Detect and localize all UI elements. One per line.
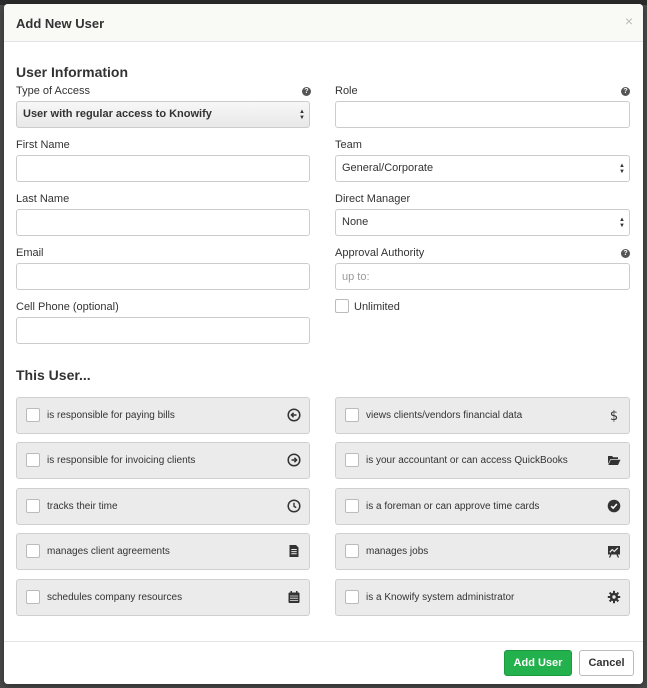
document-icon [287,544,301,558]
tile-system-admin[interactable] [335,579,630,616]
team-value: General/Corporate [342,162,434,174]
folder-open-icon [607,453,621,467]
tile-label: is your accountant or can access QuickBooks [366,455,568,466]
add-user-button[interactable]: Add User [504,650,572,676]
tile-checkbox[interactable] [26,499,40,513]
arrow-circle-right-icon [287,453,301,467]
tile-label: views clients/vendors financial data [366,410,523,421]
select-arrows-icon: ▲ ▼ [299,109,305,121]
tile-paying-bills[interactable] [16,397,310,434]
tile-label: is responsible for paying bills [47,410,175,421]
role-input[interactable] [335,101,630,128]
type-of-access-select[interactable] [16,101,310,128]
direct-manager-select[interactable] [335,209,630,236]
clock-icon [287,499,301,513]
tile-foreman[interactable] [335,488,630,525]
role-help-icon[interactable]: ? [621,87,630,96]
type-of-access-label: Type of Access [16,85,90,97]
cell-phone-label: Cell Phone (optional) [16,301,119,313]
select-arrows-icon: ▲ ▼ [619,217,625,229]
dollar-icon [607,408,621,422]
type-of-access-value: User with regular access to Knowify [23,108,212,120]
email-label: Email [16,247,44,259]
first-name-input[interactable] [16,155,310,182]
approval-authority-label: Approval Authority [335,247,425,259]
tile-schedules-resources[interactable] [16,579,310,616]
close-icon[interactable]: × [624,13,633,29]
modal-header [4,4,643,42]
check-circle-icon [607,499,621,513]
unlimited-checkbox[interactable] [335,299,349,313]
tile-checkbox[interactable] [345,499,359,513]
tile-checkbox[interactable] [345,408,359,422]
tile-checkbox[interactable] [345,544,359,558]
tile-client-agreements[interactable] [16,533,310,570]
last-name-label: Last Name [16,193,70,205]
first-name-label: First Name [16,139,70,151]
tile-label: manages client agreements [47,546,170,557]
tile-checkbox[interactable] [345,590,359,604]
svg-text:$: $ [609,409,619,422]
tile-tracks-time[interactable] [16,488,310,525]
direct-manager-label: Direct Manager [335,193,411,205]
type-of-access-help-icon[interactable]: ? [302,87,311,96]
calendar-icon [287,590,301,604]
approval-authority-help-icon[interactable]: ? [621,249,630,258]
arrow-circle-left-icon [287,408,301,422]
tile-label: is a foreman or can approve time cards [366,501,540,512]
tile-accountant[interactable] [335,442,630,479]
tile-checkbox[interactable] [26,408,40,422]
select-arrows-icon: ▲ ▼ [619,163,625,175]
team-label: Team [335,139,362,151]
approval-authority-input[interactable] [335,263,630,290]
tile-checkbox[interactable] [26,590,40,604]
direct-manager-value: None [342,216,369,228]
modal-footer [4,641,643,684]
team-select[interactable] [335,155,630,182]
add-user-modal [4,4,643,684]
email-input[interactable] [16,263,310,290]
tile-checkbox[interactable] [26,453,40,467]
tile-manages-jobs[interactable] [335,533,630,570]
gear-icon [607,590,621,604]
tile-invoicing-clients[interactable] [16,442,310,479]
tile-checkbox[interactable] [26,544,40,558]
tile-label: schedules company resources [47,592,183,603]
tile-label: is a Knowify system administrator [366,592,515,603]
cancel-button[interactable]: Cancel [579,650,634,676]
chart-board-icon [607,544,621,558]
tile-label: manages jobs [366,546,429,557]
cell-phone-input[interactable] [16,317,310,344]
last-name-input[interactable] [16,209,310,236]
this-user-heading: This User... [16,367,91,383]
tile-financial-data[interactable] [335,397,630,434]
tile-label: is responsible for invoicing clients [47,455,196,466]
tile-checkbox[interactable] [345,453,359,467]
user-info-heading: User Information [16,64,129,80]
role-label: Role [335,85,358,97]
tile-label: tracks their time [47,501,118,512]
modal-title: Add New User [16,16,105,31]
unlimited-label: Unlimited [354,301,400,313]
